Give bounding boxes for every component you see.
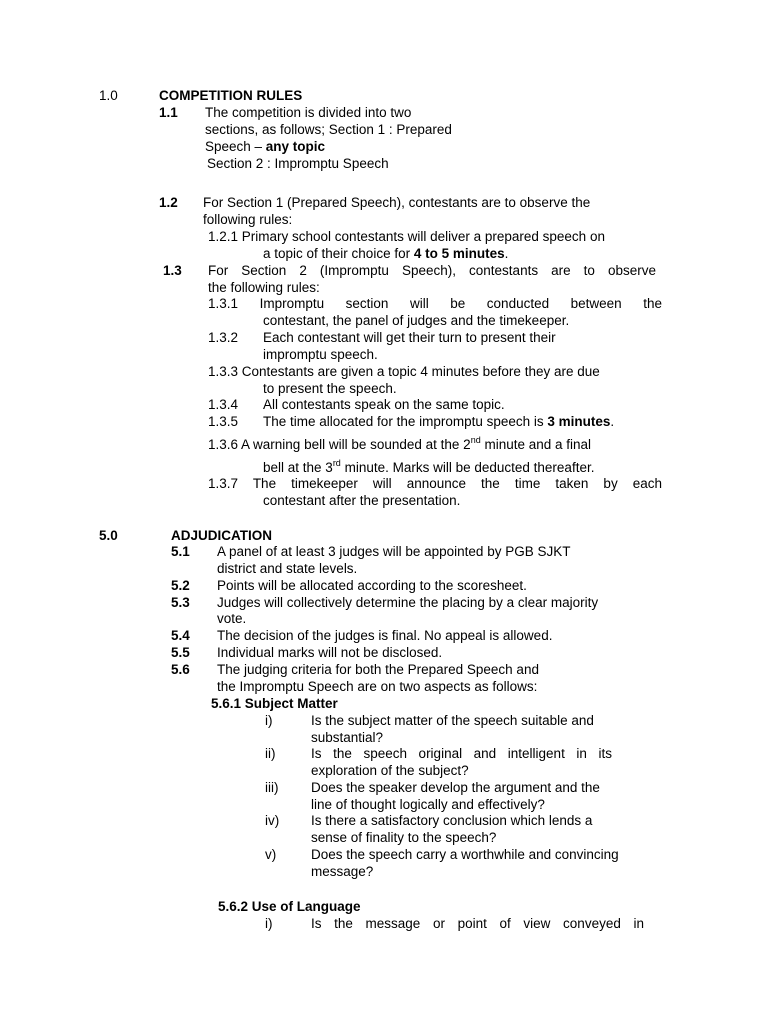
subrule-text-part: minute. Marks will be deducted thereafter.	[340, 460, 595, 475]
rule-text: Section 2 : Impromptu Speech	[207, 156, 389, 171]
subrule-text	[263, 414, 614, 431]
list-item-text: substantial?	[311, 730, 384, 745]
section-heading: ADJUDICATION	[171, 528, 272, 543]
rule-text: For Section 1 (Prepared Speech), contestants are to observe the	[203, 195, 591, 210]
subrule-text-part: a topic of their choice for	[263, 246, 414, 261]
rule-text: A panel of at least 3 judges will be appointed by PGB SJKT	[217, 544, 571, 559]
rule-text: The decision of the judges is final. No appeal is allowed.	[217, 628, 553, 643]
list-item-number: iv)	[265, 813, 280, 828]
rule-number: 5.2	[171, 578, 190, 593]
rule-number: 5.4	[171, 628, 190, 643]
rule-text: Points will be allocated according to the scoresheet.	[217, 578, 527, 593]
subrule-number: 1.3.2	[208, 330, 239, 345]
subrule-text: 1.3.3 Contestants are given a topic 4 minutes before they are due	[208, 364, 600, 379]
subrule-text	[208, 437, 591, 454]
rule-number: 1.2	[159, 195, 178, 210]
rule-text: vote.	[217, 611, 247, 626]
subrule-text-bold: 4 to 5 minutes	[413, 246, 505, 261]
list-item-text: exploration of the subject?	[311, 763, 469, 778]
list-item-number: v)	[265, 847, 277, 862]
rule-number: 1.3	[163, 263, 182, 278]
subrule-text-part: .	[610, 414, 615, 429]
section-number: 5.0	[99, 528, 118, 543]
subrule-text: Each contestant will get their turn to present their	[263, 330, 556, 345]
rule-text	[205, 139, 325, 156]
subrule-text: All contestants speak on the same topic.	[263, 397, 505, 412]
subrule-text-part: The time allocated for the impromptu speech is	[263, 414, 548, 429]
subrule-text: 1.2.1 Primary school contestants will deliver a prepared speech on	[208, 229, 605, 244]
list-item-text: sense of finality to the speech?	[311, 830, 497, 845]
section-number: 1.0	[99, 88, 118, 103]
rule-text: The competition is divided into two	[205, 105, 412, 120]
list-item-number: i)	[265, 916, 273, 931]
subrule-text: contestant after the presentation.	[263, 493, 461, 508]
rule-number: 5.3	[171, 595, 190, 610]
subsection-heading: 5.6.1 Subject Matter	[211, 696, 338, 711]
rule-number: 1.1	[159, 105, 178, 120]
subrule-text	[263, 246, 508, 263]
ordinal-suffix: nd	[470, 435, 481, 445]
list-item-text: Is the subject matter of the speech suitable and	[311, 713, 594, 728]
list-item-number: iii)	[265, 780, 279, 795]
list-item-text: Is there a satisfactory conclusion which lends a	[311, 813, 593, 828]
rule-number: 5.1	[171, 544, 190, 559]
rule-text-bold: any topic	[265, 139, 326, 154]
rule-number: 5.5	[171, 645, 190, 660]
list-item-text: Is the speech original and intelligent in its	[311, 746, 612, 761]
rule-text: For Section 2 (Impromptu Speech), contestants are to observe	[208, 263, 656, 278]
list-item-text: Does the speaker develop the argument and the	[311, 780, 600, 795]
subsection-heading: 5.6.2 Use of Language	[218, 899, 361, 914]
subrule-text-part: minute and a final	[480, 437, 592, 452]
subrule-text: contestant, the panel of judges and the timekeeper.	[263, 313, 570, 328]
subrule-text: to present the speech.	[263, 381, 397, 396]
list-item-text: line of thought logically and effectively?	[311, 797, 545, 812]
subrule-text-bold: 3 minutes	[547, 414, 611, 429]
rule-text: sections, as follows; Section 1 : Prepared	[205, 122, 452, 137]
rule-text: district and state levels.	[217, 561, 358, 576]
subrule-text: impromptu speech.	[263, 347, 378, 362]
list-item-text: message?	[311, 864, 374, 879]
rule-number: 5.6	[171, 662, 190, 677]
section-heading: COMPETITION RULES	[159, 88, 303, 103]
subrule-text-part: .	[504, 246, 509, 261]
list-item-number: i)	[265, 713, 273, 728]
subrule-text-part: 1.3.6 A warning bell will be sounded at the 2	[208, 437, 471, 452]
subrule-number: 1.3.4	[208, 397, 239, 412]
rule-text: the following rules:	[208, 280, 320, 295]
rule-text: the Impromptu Speech are on two aspects as follows:	[217, 679, 538, 694]
rule-text: Judges will collectively determine the placing by a clear majority	[217, 595, 599, 610]
list-item-text: Does the speech carry a worthwhile and convincing	[311, 847, 619, 862]
rule-text-part: Speech –	[205, 139, 266, 154]
subrule-text: 1.3.7 The timekeeper will announce the time taken by each	[208, 476, 662, 491]
rule-text: following rules:	[203, 212, 293, 227]
subrule-text	[263, 460, 594, 477]
subrule-number: 1.3.5	[208, 414, 239, 429]
ordinal-suffix: rd	[332, 458, 341, 468]
subrule-text: 1.3.1 Impromptu section will be conducted between the	[208, 296, 662, 311]
list-item-number: ii)	[265, 746, 276, 761]
rule-text: Individual marks will not be disclosed.	[217, 645, 443, 660]
subrule-text-part: bell at the 3	[263, 460, 333, 475]
rule-text: The judging criteria for both the Prepared Speech and	[217, 662, 539, 677]
list-item-text: Is the message or point of view conveyed in	[311, 916, 644, 931]
